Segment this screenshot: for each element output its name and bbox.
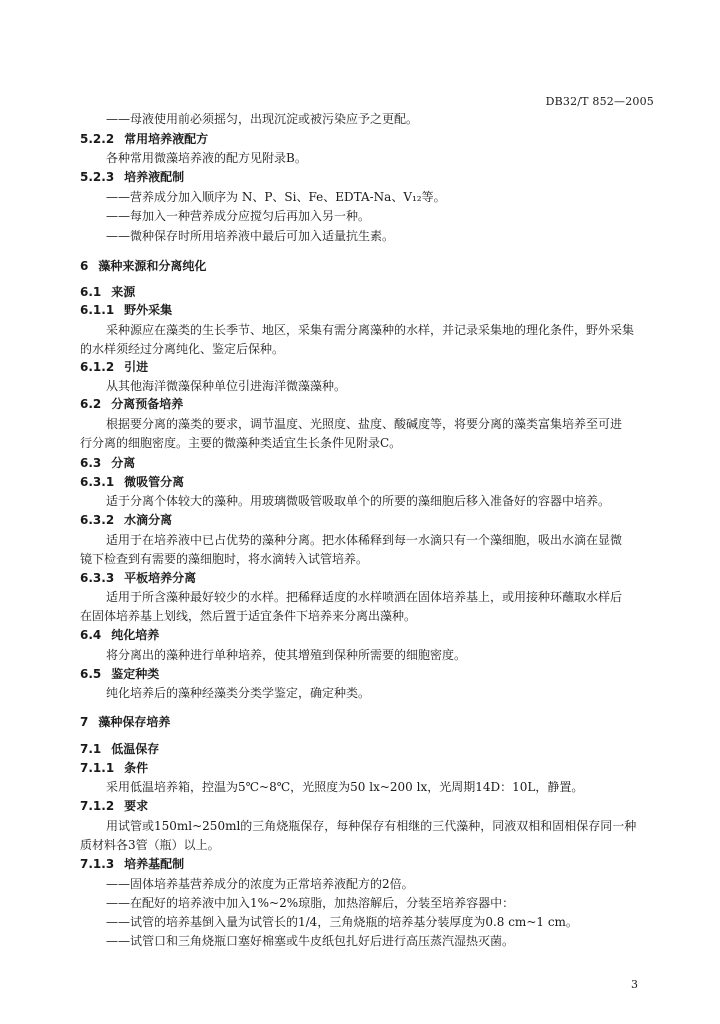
section-title: 引进 (124, 360, 149, 374)
section-heading (80, 396, 183, 412)
section-number: 6.2 (80, 397, 102, 411)
section-title: 培养基配制 (124, 857, 185, 871)
page-number: 3 (631, 978, 638, 991)
body-line: 各种常用微藻培养液的配方见附录B。 (106, 151, 307, 165)
section-heading (80, 741, 159, 757)
body-line: 用试管或150ml~250ml的三角烧瓶保存，每种保存有相继的三代藻种，同液双相和固相保存同一种 (106, 819, 637, 833)
section-title: 水滴分离 (124, 513, 173, 527)
section-title: 要求 (124, 799, 149, 813)
section-title: 纯化培养 (111, 628, 160, 642)
section-title: 微吸管分离 (124, 475, 185, 489)
body-line: 质材料各3管（瓶）以上。 (80, 838, 220, 852)
section-heading (80, 455, 135, 471)
section-heading (80, 666, 159, 682)
section-number: 6.1.1 (80, 303, 115, 317)
body-line: 将分离出的藻种进行单种培养，使其增殖到保种所需要的细胞密度。 (106, 648, 467, 662)
section-title: 来源 (111, 285, 136, 299)
body-line: 纯化培养后的藻种经藻类分类学鉴定，确定种类。 (106, 686, 371, 700)
section-number: 7 (80, 715, 89, 729)
section-title: 分离 (111, 456, 136, 470)
section-heading (80, 169, 184, 185)
section-heading (80, 359, 148, 375)
section-title: 条件 (124, 761, 149, 775)
body-line: 镜下检查到有需要的藻细胞时，将水滴转入试管培养。 (80, 552, 369, 566)
body-line: 行分离的细胞密度。主要的微藻种类适宜生长条件见附录C。 (80, 436, 402, 450)
section-number: 6 (80, 259, 89, 273)
section-heading (80, 302, 172, 318)
section-heading (80, 627, 159, 643)
section-heading (80, 570, 196, 586)
body-line: 采种源应在藻类的生长季节、地区，采集有需分离藻种的水样，并记录采集地的理化条件，野外采集 (106, 323, 635, 337)
section-title: 常用培养液配方 (124, 132, 209, 146)
body-line: ——试管口和三角烧瓶口塞好棉塞或牛皮纸包扎好后进行高压蒸汽湿热灭菌。 (106, 934, 515, 948)
body-line: 适用于在培养液中已占优势的藻种分离。把水体稀释到每一水滴只有一个藻细胞，吸出水滴在显微 (106, 533, 623, 547)
body-line: ——试管的培养基倒入量为试管长的1/4，三角烧瓶的培养基分装厚度为0.8 cm~1 cm。 (106, 915, 578, 929)
section-number: 6.1 (80, 285, 102, 299)
section-heading (80, 284, 135, 300)
section-number: 7.1 (80, 742, 102, 756)
section-heading (80, 798, 148, 814)
section-number: 7.1.3 (80, 857, 115, 871)
body-line: ——每加入一种营养成分应搅匀后再加入另一种。 (106, 209, 371, 223)
body-line: 适于分离个体较大的藻种。用玻璃微吸管吸取单个的所要的藻细胞后移入准备好的容器中培养。 (106, 494, 611, 508)
body-line: 根据要分离的藻类的要求，调节温度、光照度、盐度、酸碱度等，将要分离的藻类富集培养至可进 (106, 417, 623, 431)
section-heading (80, 856, 184, 872)
section-number: 6.5 (80, 667, 102, 681)
section-heading (80, 760, 148, 776)
body-line: 在固体培养基上划线，然后置于适宜条件下培养来分离出藻种。 (80, 609, 417, 623)
standard-code-header: DB32/T 852—2005 (545, 95, 654, 108)
chapter-heading (80, 714, 170, 730)
section-number: 5.2.2 (80, 132, 115, 146)
section-heading (80, 474, 184, 490)
section-number: 6.3.2 (80, 513, 115, 527)
body-line: ——固体培养基营养成分的浓度为正常培养液配方的2倍。 (106, 877, 414, 891)
section-title: 低温保存 (111, 742, 160, 756)
section-number: 6.3.3 (80, 571, 115, 585)
section-title: 藻种来源和分离纯化 (98, 259, 207, 273)
body-line: 适用于所含藻种最好较少的水样。把稀释适度的水样喷洒在固体培养基上，或用接种环蘸取水样后 (106, 590, 623, 604)
section-number: 7.1.2 (80, 799, 115, 813)
section-title: 平板培养分离 (124, 571, 197, 585)
body-line: 从其他海洋微藻保种单位引进海洋微藻藻种。 (106, 379, 347, 393)
body-line: ——在配好的培养液中加入1%~2%琼脂，加热溶解后，分装至培养容器中： (106, 896, 515, 910)
body-line: 的水样须经过分离纯化、鉴定后保种。 (80, 342, 285, 356)
section-title: 培养液配制 (124, 170, 185, 184)
section-heading (80, 512, 172, 528)
section-title: 野外采集 (124, 303, 173, 317)
body-line: ——微种保存时所用培养液中最后可加入适量抗生素。 (106, 229, 395, 243)
section-number: 6.3.1 (80, 475, 115, 489)
section-number: 6.4 (80, 628, 102, 642)
section-title: 藻种保存培养 (98, 715, 171, 729)
section-title: 鉴定种类 (111, 667, 160, 681)
body-line: 采用低温培养箱，控温为5℃~8℃，光照度为50 lx~200 lx，光周期14D：10L，静置。 (106, 780, 584, 794)
chapter-heading (80, 258, 206, 274)
section-number: 6.1.2 (80, 360, 115, 374)
body-line: ——营养成分加入顺序为 N、P、Si、Fe、EDTA-Na、V₁₂等。 (106, 190, 446, 204)
section-title: 分离预备培养 (111, 397, 184, 411)
section-heading (80, 131, 208, 147)
body-line: ——母液使用前必须摇匀，出现沉淀或被污染应予之更配。 (106, 112, 419, 126)
section-number: 6.3 (80, 456, 102, 470)
section-number: 5.2.3 (80, 170, 115, 184)
section-number: 7.1.1 (80, 761, 115, 775)
